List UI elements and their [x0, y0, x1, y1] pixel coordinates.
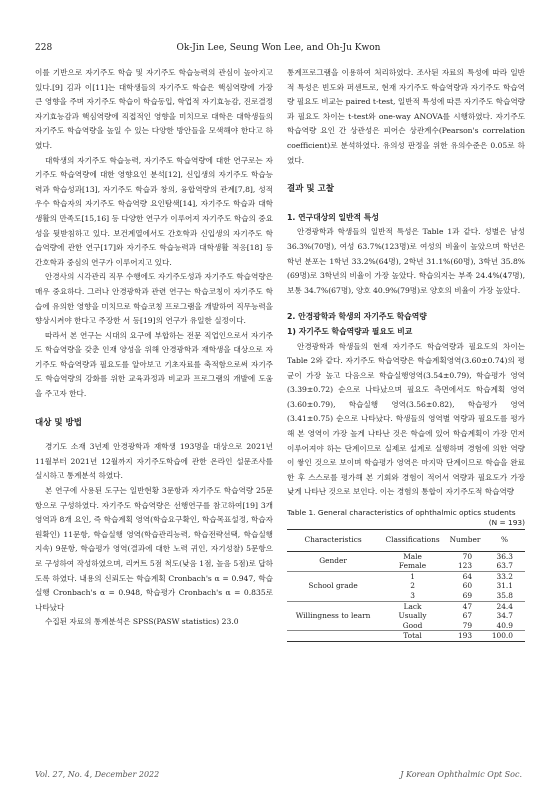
subsection-heading: 2. 안경광학과 학생의 자기주도 학습역량	[287, 312, 427, 322]
table-cell: 36.3	[496, 551, 513, 561]
section-heading-methods: 대상 및 방법	[35, 417, 82, 428]
table-cell: 31.1	[496, 581, 513, 591]
paragraph: 안경광학과 학생들의 일반적 특성은 Table 1과 같다. 성별은 남성 36.3%(70명), 여성 63.7%(123명)로 여성의 비율이 높았으며 학년은 학년 분포는 1학년 33.2%(64명), 2학년 31.1%(60명), 3학년 35.8%(69명)로 3학년의 비율이 가장 높았다. 학습의지는 부족 24.4%(47명), 보통 34.7%(67명), 양호 40.9%(79명)로 양호의 비율이 가장 높았다.	[287, 227, 525, 295]
table-cell: 33.2	[484, 571, 525, 581]
paragraph: 안경광학과 학생들의 현재 자기주도 학습역량과 필요도의 차이는 Table 2와 같다. 자기주도 학습역량은 학습계획영역(3.60±0.74)의 평균이 가장 높고 다음으로 학습실행영역(3.54±0.79), 학습평가 영역(3.39±0.72) 순으로 나타났으며 필요도 측면에서도 학습계획 영역(3.60±0.79), 학습실행 영역(3.56±0.82), 학습평가 영역(3.41±0.75) 순으로 나타났다. 학생들의 영역별 역량과 필요도를 평가해 본 영역이 가장 높게 나타난 것은 학습에 있어 학습계획이 가장 먼저 이루어져야 하는 단계이므로 실제로 설계로 실행하며 경험에 의한 역량이 쌓인 것으로 보이며 학습평가 영역은 마지막 단계이므로 학습을 완료한 후 스스로를 평가해 본 기회와 경험이 적어서 역량과 필요도가 가장 낮게 나타난 것으로 보인다. 이는 경험의 통합이 자기주도적 학습역량	[287, 341, 525, 497]
table-cell-category: School grade	[287, 571, 379, 601]
paragraph: 안경사의 시각관리 직무 수행에도 자기주도성과 자기주도 학습역량은 매우 중요하다. 그러나 안경광학과 관련 연구는 학습코칭이 자기주도 학습에 유의한 영향을 미치므로 학습코칭 프로그램을 개발하여 직무능력을 향상시켜야 한다고 주장한 서 등[19]의 연구가 유일한 실정이다.	[35, 272, 273, 326]
table-cell: 34.7	[496, 611, 513, 621]
table-header: Classifications	[379, 530, 446, 552]
table-cell: 24.4	[484, 601, 525, 611]
table-cell: 3	[410, 591, 415, 600]
table-header: %	[484, 530, 525, 552]
table-cell: Lack	[379, 601, 446, 611]
subsection-heading: 1. 연구대상의 일반적 특성	[287, 212, 379, 222]
subsection-heading: 1) 자기주도 학습역량과 필요도 비교	[287, 326, 413, 336]
table-cell: Total	[379, 631, 446, 642]
table-cell: 47	[446, 601, 484, 611]
paragraph: 따라서 본 연구는 시대의 요구에 부합하는 전문 직업인으로서 자기주도 학습역량을 갖춘 인재 양성을 위해 안경광학과 재학생을 대상으로 자기주도 학습역량과 필요도를 알아보고 기초자료를 축적함으로써 자기주도 학습역량의 강화를 위한 교육과정과 비교과 프로그램의 개발에 도움을 주고자 한다.	[35, 330, 273, 399]
table-cell: 35.8	[496, 591, 513, 600]
table-cell: 79	[462, 620, 473, 630]
table-cell: 193	[446, 631, 484, 642]
table-cell: 100.0	[484, 631, 525, 642]
table-n-note: (N = 193)	[488, 518, 525, 528]
table-cell: 67	[462, 611, 473, 621]
table-cell-category: Gender	[319, 556, 347, 566]
table-header: Number	[446, 530, 484, 552]
footer-journal: J Korean Ophthalmic Opt Soc.	[400, 770, 522, 779]
paragraph: 본 연구에 사용된 도구는 일반현황 3문항과 자기주도 학습역량 25문항으로 구성하였다. 자기주도 학습역량은 선행연구를 참고하여[19] 3개 영역과 8개 요인, 즉 학습계획 영역(학습요구확인, 학습목표설정, 학습자원확인) 11문항, 학습실행 영역(학습관리능력, 학습전략선택, 학습실행지속) 9문항, 학습평가 영역(결과에 대한 노력 귀인, 자기성찰) 5문항으로 구성하여 작성하였으며, 리커트 5점 척도(낮음 1점, 높음 5점)로 답하도록 하였다. 내용의 신뢰도는 학습계획 Cronbach's α = 0.947, 학습실행 Cronbach's α = 0.948, 학습평가 Cronbach's α = 0.835로 나타났다	[35, 486, 273, 612]
table-cell: 60	[462, 581, 473, 591]
table-cell: Male	[403, 551, 422, 561]
table-cell-category: Willingness to learn	[287, 601, 379, 631]
paragraph: 통계프로그램을 이용하여 처리하였다. 조사된 자료의 특성에 따라 일반적 특성은 빈도와 퍼센트로, 현재 자기주도 학습역량과 자기주도 학습역량 필요도 비교는 paired t-test, 일반적 특성에 따른 자기주도 학습역량과 필요도 차이는 t-test와 one-way ANOVA를 시행하였다. 자기주도 학습역량 요인 간 상관성은 피어슨 상관계수(Pearson's correlation coefficient)로 분석하였다. 유의성 판정을 위한 유의수준은 0.05로 하였다.	[287, 68, 525, 165]
running-head-authors: Ok-Jin Lee, Seung Won Lee, and Oh-Ju Kwon	[176, 43, 381, 53]
page-header	[0, 43, 557, 57]
table-cell: Good	[402, 620, 423, 630]
table-cell: 40.9	[496, 620, 513, 630]
table-cell: 70	[462, 551, 473, 561]
table-cell: 64	[446, 571, 484, 581]
page-number: 228	[35, 43, 53, 53]
table-cell: 1	[379, 571, 446, 581]
table-cell: 123	[457, 561, 473, 571]
section-heading-results: 결과 및 고찰	[287, 184, 334, 195]
table-row-total	[287, 631, 525, 642]
table-row	[287, 551, 525, 561]
table-row	[287, 601, 525, 611]
table-row	[287, 571, 525, 581]
table-caption: Table 1. General characteristics of ophthalmic optics students	[287, 508, 516, 518]
table-cell: Usually	[398, 611, 427, 621]
right-column	[287, 66, 525, 642]
table-header: Characteristics	[287, 530, 379, 552]
footer-volume: Vol. 27, No. 4, December 2022	[35, 770, 160, 779]
page-footer	[0, 770, 557, 782]
paragraph: 경기도 소재 3년제 안경광학과 재학생 193명을 대상으로 2021년 11월부터 2021년 12월까지 자기주도학습에 관한 온라인 설문조사를 실시하고 통계분석 하였다.	[35, 442, 273, 481]
table-cell: 2	[410, 581, 415, 591]
left-column	[35, 66, 273, 630]
paragraph: 대학생의 자기주도 학습능력, 자기주도 학습역량에 대한 연구로는 자기주도 학습역량에 대한 영향요인 분석[12], 신입생의 자기주도 학습능력과 학습성과[13], 자기주도 학습과 창의, 융합역량의 관계[7,8], 성적우수 학습자의 자기주도 학습역량 요인탐색[14], 자기주도 학습과 대학생활의 만족도[15,16] 등 다양한 연구가 이루어져 자기주도 학습의 중요성을 뒷받침하고 있다. 보건계열에서도 간호학과 신입생의 자기주도 학습역량에 관한 연구[17]와 자기주도 학습능력과 대학생활 적응[18] 등 간호학과 중심의 연구가 이루어지고 있다.	[35, 155, 273, 267]
table-general-characteristics	[287, 529, 525, 642]
table-cell: 63.7	[496, 561, 513, 571]
table-cell: 69	[462, 591, 473, 600]
table-cell: Female	[398, 561, 427, 571]
paragraph: 이를 기반으로 자기주도 학습 및 자기주도 학습능력의 관심이 높아지고 있다.[9] 김과 이[11]는 대학생들의 자기주도 학습은 핵심역량에 가장 큰 영향을 주며 자기주도 학습이 학습동입, 학업적 자기효능감, 진로결정 자기효능감과 핵심역량에 직접적인 영향을 미치므로 대학은 대학생들의 자기주도 학습역량을 높일 수 있는 다양한 방안들을 모색해야 한다고 하였다.	[35, 68, 273, 150]
paragraph: 수집된 자료의 통계분석은 SPSS(PASW statistics) 23.0	[45, 617, 239, 627]
